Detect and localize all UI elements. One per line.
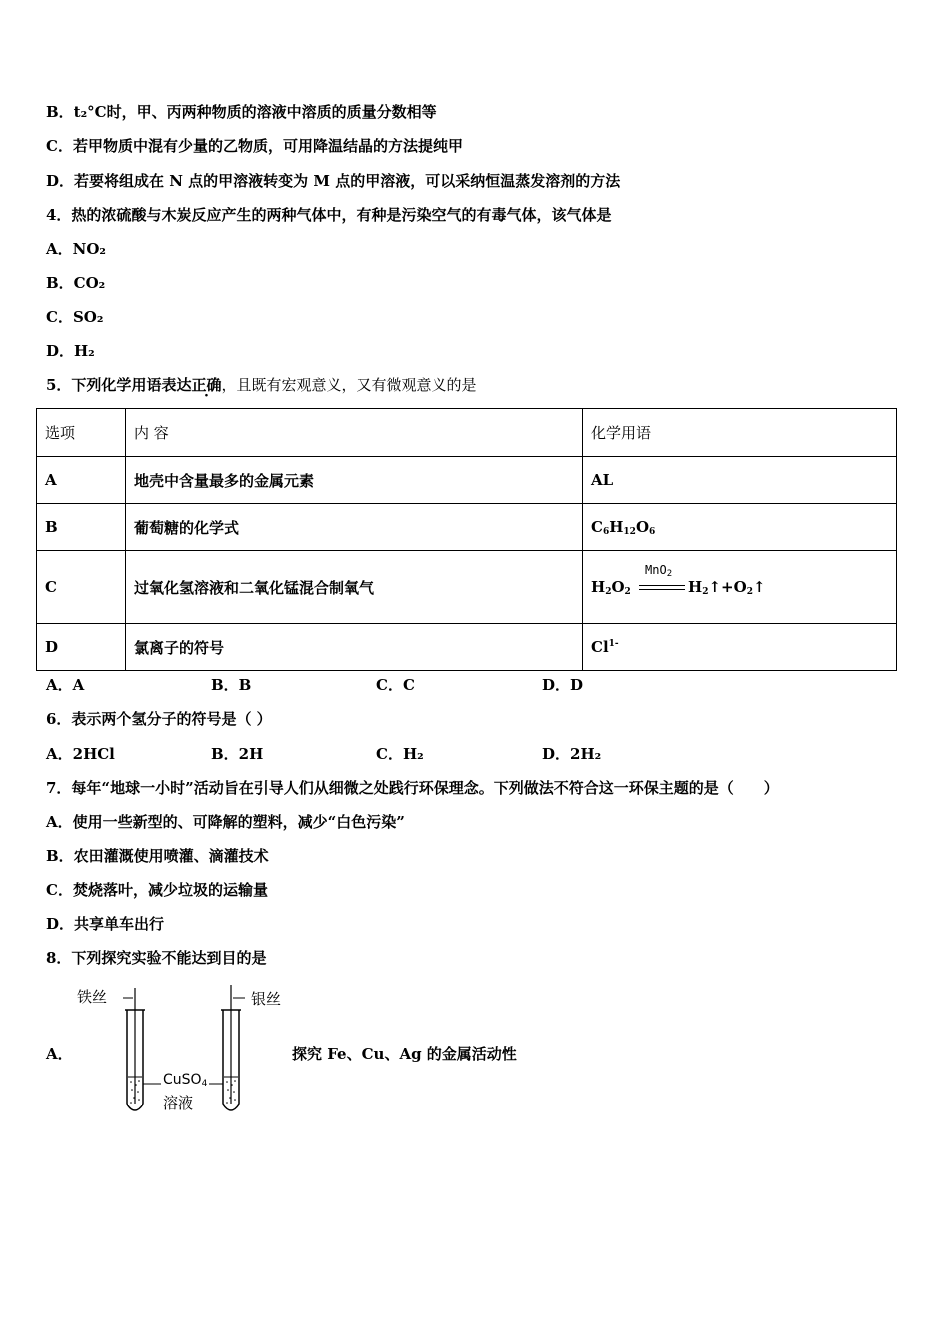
q4-option-c: C．SO₂ [46,308,104,326]
header-content: 内 容 [126,409,583,457]
q7-option-c: C．焚烧落叶，减少垃圾的运输量 [46,881,268,899]
solution-label: 溶液 [163,1094,194,1112]
q8-option-a-desc: 探究 Fe、Cu、Ag 的金属活动性 [292,1045,517,1063]
row-formula: $C_6H_{12}O_6$ [583,504,897,551]
q6-option-c: C．H₂ [376,745,424,763]
header-formula: 化学用语 [583,409,897,457]
q4-stem: 4．热的浓硫酸与木炭反应产生的两种气体中，有种是污染空气的有毒气体，该气体是 [46,206,612,224]
row-option: D [37,624,126,671]
q7-option-a: A．使用一些新型的、可降解的塑料，减少“白色污染” [46,813,405,831]
q5-option-a: A．A [46,676,85,694]
silver-wire-label: 银丝 [251,990,282,1008]
q4-option-a: A．NO₂ [46,240,106,258]
table-row [37,624,897,671]
q5-stem: 5．下列化学用语表达正确，且既有宏观意义，又有微观意义的是 [46,376,477,394]
row-option: A [37,457,126,504]
row-formula: $Cl^{1-}$ [583,624,897,671]
q4-option-b: B．CO₂ [46,274,106,292]
q6-option-a: A．2HCl [46,745,115,763]
row-content: 葡萄糖的化学式 [126,504,583,551]
q7-option-d: D．共享单车出行 [46,915,165,933]
q5-table [36,408,897,671]
q8-option-a-label: A． [46,1045,73,1063]
q5-option-d: D．D [542,676,584,694]
cuso4-label: CuSO$_4$ [163,1072,208,1089]
catalyst-label: MnO$_2$ [645,562,673,579]
row-formula: AL [583,457,897,504]
table-header-row [37,409,897,457]
row-option: B [37,504,126,551]
header-option: 选项 [37,409,126,457]
q7-stem: 7．每年“地球一小时”活动旨在引导人们从细微之处践行环保理念。下列做法不符合这一环保主题的是（ ） [46,779,779,797]
row-content: 地壳中含量最多的金属元素 [126,457,583,504]
q3-option-b: B．t₂°C时，甲、丙两种物质的溶液中溶质的质量分数相等 [46,103,437,121]
iron-wire-label: 铁丝 [77,988,108,1006]
reaction-arrow [639,562,685,593]
q7-option-b: B．农田灌溉使用喷灌、滴灌技术 [46,847,269,865]
emphasis-dots: 正确 [191,376,222,394]
table-row [37,504,897,551]
q5-option-b: B．B [211,676,252,694]
q4-option-d: D．H₂ [46,342,95,360]
q6-option-d: D．2H₂ [542,745,602,763]
table-row [37,457,897,504]
q5-option-c: C．C [376,676,415,694]
row-content: 过氧化氢溶液和二氧化锰混合制氧气 [126,551,583,624]
q3-option-d: D．若要将组成在 N 点的甲溶液转变为 M 点的甲溶液，可以采纳恒温蒸发溶剂的方法 [46,172,621,190]
test-tube-figure [75,980,295,1120]
table-row [37,551,897,624]
q6-stem: 6．表示两个氢分子的符号是（ ） [46,710,272,728]
q8-stem: 8．下列探究实验不能达到目的是 [46,949,267,967]
q3-option-c: C．若甲物质中混有少量的乙物质，可用降温结晶的方法提纯甲 [46,137,463,155]
row-option: C [37,551,126,624]
row-content: 氯离子的符号 [126,624,583,671]
row-formula: $H_2O_2$ MnO$_2$ $H_2↑+O_2↑$ [583,551,897,624]
q6-option-b: B．2H [211,745,264,763]
